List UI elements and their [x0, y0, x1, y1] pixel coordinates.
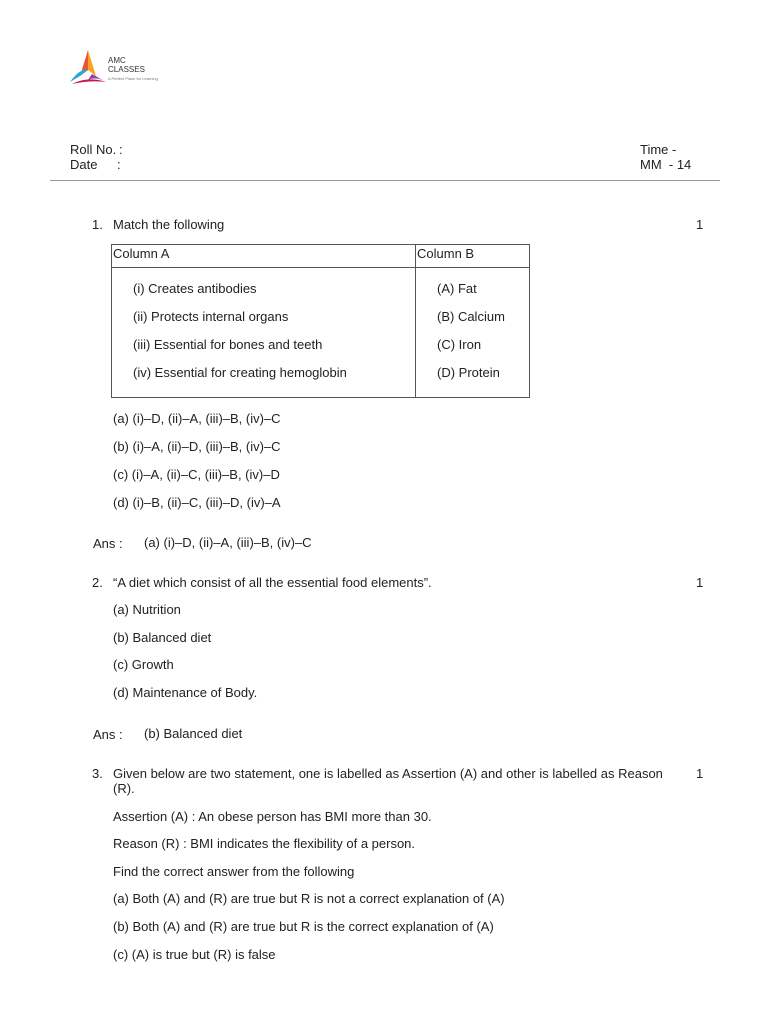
q2-text: “A diet which consist of all the essential food elements”. [113, 575, 432, 590]
max-marks-label: MM - 14 [640, 157, 692, 172]
q1-marks: 1 [696, 217, 704, 232]
match-table [111, 244, 530, 398]
q1-number: 1. [92, 217, 103, 232]
q2-number: 2. [92, 575, 103, 590]
logo-name-2: CLASSES [108, 65, 145, 74]
q3-text-line2: (R). [113, 781, 135, 796]
col-a-header: Column A [113, 246, 170, 261]
q2-answer: (b) Balanced diet [144, 726, 243, 741]
col-a-cell [112, 268, 416, 398]
q1-answer: (a) (i)–D, (ii)–A, (iii)–B, (iv)–C [144, 535, 312, 550]
date-label: Date [70, 157, 98, 172]
roll-no-label: Roll No. [70, 142, 117, 157]
col-b-cell [416, 268, 530, 398]
date-colon: : [117, 157, 121, 172]
roll-no-colon: : [119, 142, 123, 157]
q1-option-c: (c) (i)–A, (ii)–C, (iii)–B, (iv)–D [113, 467, 280, 482]
col-a-header-cell [112, 245, 416, 268]
q1-ans-label: Ans : [93, 536, 123, 551]
q3-option-a: (a) Both (A) and (R) are true but R is not a correct explanation of (A) [113, 891, 505, 906]
q3-option-c: (c) (A) is true but (R) is false [113, 947, 276, 962]
col-b-header: Column B [417, 246, 475, 261]
q2-option-c: (c) Growth [113, 657, 174, 672]
time-label: Time - [640, 142, 677, 157]
q1-text: Match the following [113, 217, 225, 232]
q3-option-b: (b) Both (A) and (R) are true but R is the correct explanation of (A) [113, 919, 494, 934]
col-b-item: (A) Fat [437, 281, 477, 296]
col-a-item: (iii) Essential for bones and teeth [133, 337, 323, 352]
q3-assertion: Assertion (A) : An obese person has BMI more than 30. [113, 809, 432, 824]
col-b-header-cell [416, 245, 530, 268]
col-b-item: (B) Calcium [437, 309, 505, 324]
col-b-item: (D) Protein [437, 365, 500, 380]
q2-option-b: (b) Balanced diet [113, 630, 212, 645]
logo-name: AMC [108, 56, 126, 65]
header-divider [50, 180, 720, 181]
q2-option-d: (d) Maintenance of Body. [113, 685, 258, 700]
q3-marks: 1 [696, 766, 704, 781]
col-b-item: (C) Iron [437, 337, 482, 352]
col-a-item: (iv) Essential for creating hemoglobin [133, 365, 347, 380]
q1-option-a: (a) (i)–D, (ii)–A, (iii)–B, (iv)–C [113, 411, 281, 426]
col-a-item: (ii) Protects internal organs [133, 309, 289, 324]
q1-option-b: (b) (i)–A, (ii)–D, (iii)–B, (iv)–C [113, 439, 281, 454]
q3-number: 3. [92, 766, 103, 781]
q2-option-a: (a) Nutrition [113, 602, 181, 617]
logo-text [108, 56, 158, 83]
q1-option-d: (d) (i)–B, (ii)–C, (iii)–D, (iv)–A [113, 495, 281, 510]
q2-marks: 1 [696, 575, 704, 590]
q3-instruction: Find the correct answer from the following [113, 864, 355, 879]
q3-text-line1: Given below are two statement, one is labelled as Assertion (A) and other is labelled as Reason [113, 766, 663, 781]
logo-emblem-icon [66, 46, 110, 90]
q2-ans-label: Ans : [93, 727, 123, 742]
q3-reason: Reason (R) : BMI indicates the flexibility of a person. [113, 836, 416, 851]
col-a-item: (i) Creates antibodies [133, 281, 257, 296]
logo-tagline: A Perfect Place for Learning [108, 76, 158, 81]
